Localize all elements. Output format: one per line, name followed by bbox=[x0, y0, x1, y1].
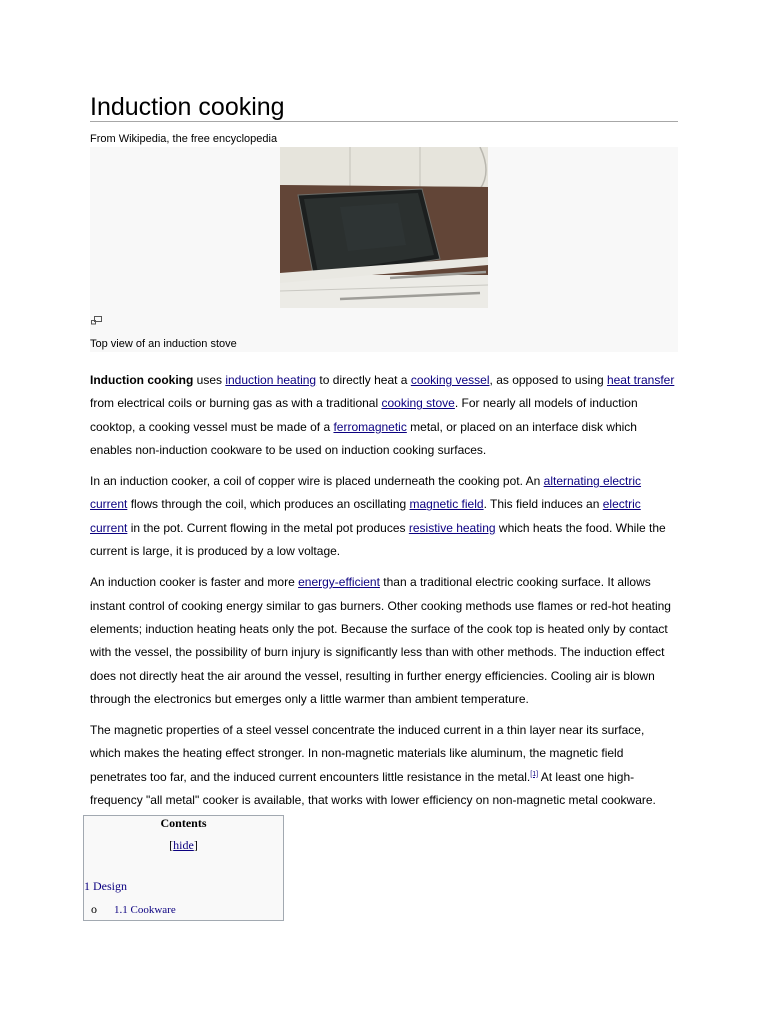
toc-title: Contents bbox=[160, 816, 207, 830]
figure-caption: Top view of an induction stove bbox=[90, 338, 237, 350]
text: than a traditional electric cooking surface. It allows instant control of cooking energy similar to gas burners. Other cooking methods use flames or red-hot heating elements; induction heating heats only the pot. Because the surface of the cook top is heated only by contact with the vessel, the possibility of burn injury is significantly less than with other methods. The induction effect does not directly heat the air around the vessel, resulting in further energy efficiencies. Cooling air is blown through the electronics but emerges only a little warmer than ambient temperature. bbox=[90, 575, 671, 706]
text: flows through the coil, which produces an oscillating bbox=[127, 497, 410, 512]
link-energy-efficient[interactable]: energy-efficient bbox=[298, 575, 380, 590]
link-induction-heating[interactable]: induction heating bbox=[225, 373, 317, 387]
text: . This field induces an bbox=[483, 497, 603, 512]
toc-item-design[interactable]: 1 Design bbox=[84, 879, 127, 893]
link-alternating-current[interactable]: alternating electric current bbox=[90, 474, 642, 512]
link-cooking-vessel[interactable]: cooking vessel bbox=[410, 373, 490, 387]
text: from electrical coils or burning gas as with a traditional bbox=[90, 396, 382, 411]
text: uses bbox=[193, 373, 226, 387]
toc-hide-link[interactable]: hide bbox=[173, 838, 194, 852]
text: . For nearly all models of induction cooktop, a cooking vessel must be made of a bbox=[90, 396, 638, 434]
link-ferromagnetic[interactable]: ferromagnetic bbox=[333, 419, 407, 434]
toc-item-cookware[interactable]: 1.1 Cookware bbox=[114, 904, 176, 916]
text: An induction cooker is faster and more bbox=[90, 575, 299, 590]
text: The magnetic properties of a steel vessel concentrate the induced current in a thin layer near its surface, which makes the heating effect stronger. In non-magnetic materials like aluminum, the magnetic field penetrates too far, and the induced current encounters little resistance in the metal. bbox=[90, 723, 645, 784]
paragraph bbox=[90, 369, 678, 462]
paragraph bbox=[90, 571, 678, 711]
text: At least one high-frequency "all metal" cooker is available, that works with lower efficiency on non-magnetic metal cookware. bbox=[90, 769, 656, 808]
page-title: Induction cooking bbox=[90, 92, 678, 122]
paragraph bbox=[90, 470, 678, 563]
magnify-clip-icon[interactable] bbox=[91, 312, 103, 322]
text: which heats the food. While the current is large, it is produced by a low voltage. bbox=[90, 520, 666, 559]
reference-link[interactable]: [1] bbox=[530, 770, 539, 778]
site-subtitle: From Wikipedia, the free encyclopedia bbox=[90, 133, 278, 145]
text: to directly heat a bbox=[316, 373, 411, 387]
link-resistive-heating[interactable]: resistive heating bbox=[408, 520, 496, 535]
toc-toggle bbox=[84, 838, 283, 852]
figure bbox=[90, 147, 678, 352]
text: In an induction cooker, a coil of copper wire is placed underneath the cooking pot. An bbox=[90, 474, 544, 489]
toc-bullet: o bbox=[91, 902, 97, 916]
paragraph bbox=[90, 719, 678, 812]
text: in the pot. Current flowing in the metal pot produces bbox=[127, 520, 409, 535]
link-electric-current[interactable]: electric current bbox=[90, 497, 641, 535]
text: metal, or placed on an interface disk which enables non-induction cookware to be used on induction cooking surfaces. bbox=[90, 419, 637, 457]
link-magnetic-field[interactable]: magnetic field bbox=[409, 497, 484, 512]
text: , as opposed to using bbox=[489, 373, 607, 387]
toc-bracket-open: [ bbox=[169, 838, 174, 852]
table-of-contents bbox=[83, 815, 284, 921]
bold-term: Induction cooking bbox=[90, 373, 194, 387]
induction-stove-photo[interactable] bbox=[280, 147, 488, 308]
link-cooking-stove[interactable]: cooking stove bbox=[381, 396, 455, 411]
article-body bbox=[90, 369, 678, 820]
link-heat-transfer[interactable]: heat transfer bbox=[606, 373, 675, 387]
toc-bracket-close: ] bbox=[193, 838, 198, 852]
